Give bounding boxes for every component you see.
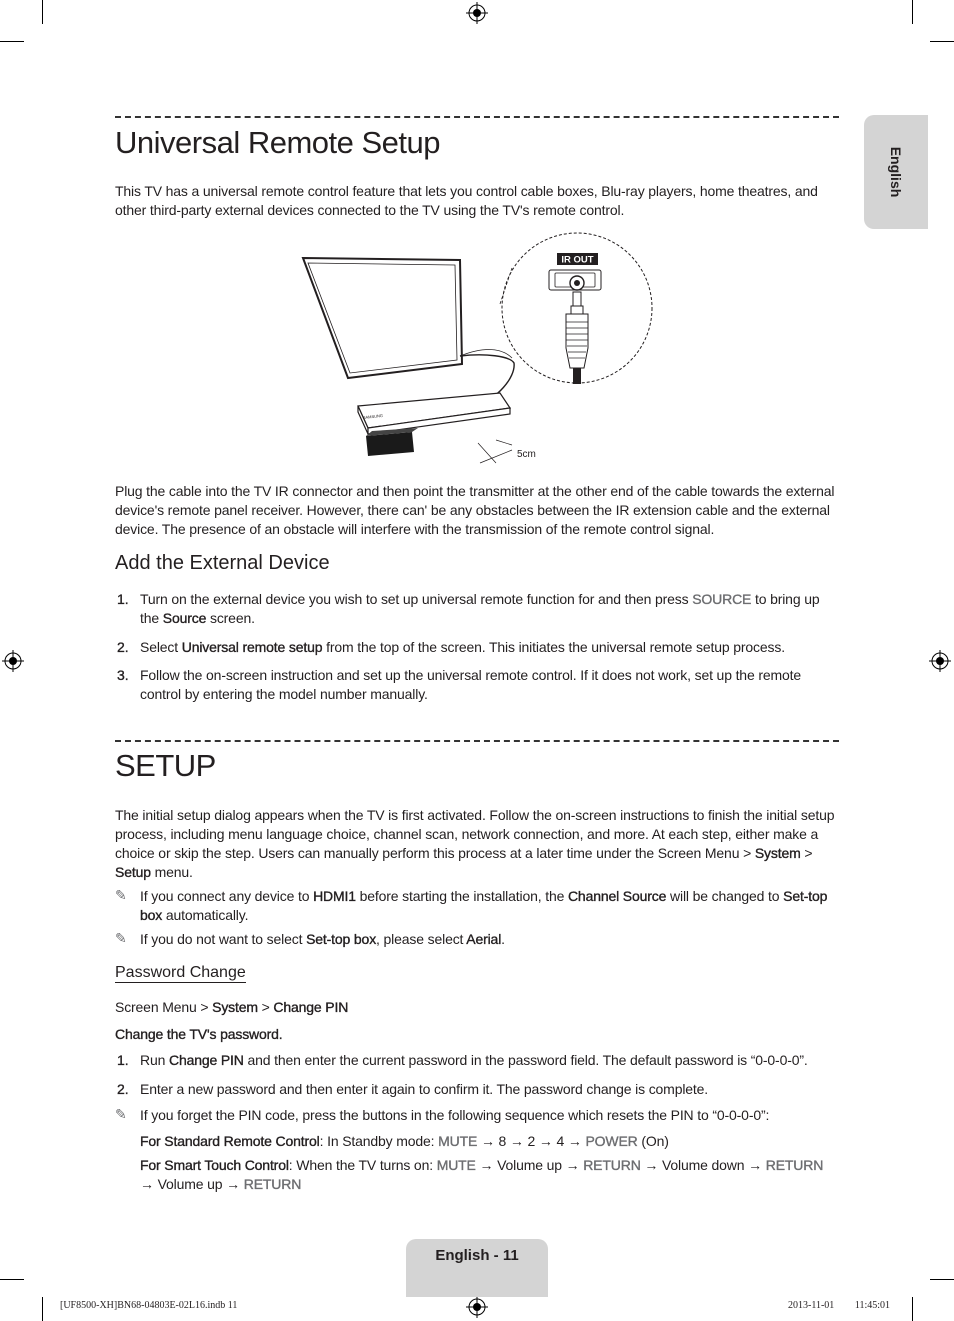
language-tab-label: English	[888, 146, 904, 198]
menu-path: Screen Menu > System > Change PIN	[115, 999, 349, 1015]
language-side-tab	[864, 115, 928, 229]
crop-mark	[912, 0, 913, 24]
page-number: English - 11	[435, 1247, 519, 1264]
registration-mark-icon	[466, 2, 488, 24]
password-change-heading: Password Change	[115, 964, 246, 981]
device-logo-label: SAMSUNG	[362, 412, 384, 420]
subheading-add-external-device: Add the External Device	[115, 552, 330, 574]
crop-mark	[930, 41, 954, 42]
step-2-text: Select Universal remote setup from the top of the screen. This initiates the universal remote setup process.	[140, 639, 785, 655]
step-number: 1.	[117, 591, 129, 607]
section-divider	[115, 740, 839, 742]
smart-touch-sequence: For Smart Touch Control: When the TV turns on: MUTE → Volume up → RETURN → Volume down → RETURN → Volume up → RETURN	[140, 1157, 824, 1192]
note-set-top-box: If you do not want to select Set-top box, please select Aerial.	[140, 931, 505, 947]
note-hdmi1: If you connect any device to HDMI1 before starting the installation, the Channel Source will be changed to Set-top box automatically.	[140, 888, 828, 923]
crop-mark	[42, 1297, 43, 1321]
step-number: 2.	[117, 1081, 129, 1097]
crop-mark	[0, 41, 24, 42]
intro-paragraph: This TV has a universal remote control feature that lets you control cable boxes, Blu-ray players, home theatres, and other third-party external devices connected to the TV using the TV's remote control.	[115, 183, 818, 218]
pw-step-2-text: Enter a new password and then enter it again to confirm it. The password change is complete.	[140, 1081, 709, 1097]
section-title-setup: SETUP	[115, 748, 216, 783]
step-1-text: Turn on the external device you wish to set up universal remote function for and then press SOURCE to bring up the Source screen.	[140, 591, 820, 626]
note-pencil-icon: ✎	[115, 887, 127, 903]
password-lead: Change the TV's password.	[115, 1026, 283, 1042]
standard-remote-sequence: For Standard Remote Control: In Standby mode: MUTE → 8 → 2 → 4 → POWER (On)	[140, 1133, 669, 1149]
crop-mark	[930, 1279, 954, 1280]
page-number-tab	[406, 1239, 548, 1297]
section-divider	[115, 116, 839, 118]
note-pencil-icon: ✎	[115, 1106, 127, 1122]
crop-mark	[912, 1297, 913, 1321]
step-number: 1.	[117, 1052, 129, 1068]
pw-step-1-text: Run Change PIN and then enter the current password in the password field. The default password is “0-0-0-0”.	[140, 1052, 808, 1068]
ir-setup-illustration	[300, 228, 660, 468]
note-pencil-icon: ✎	[115, 930, 127, 946]
registration-mark-icon	[929, 650, 951, 672]
registration-mark-icon	[2, 650, 24, 672]
setup-intro-paragraph: The initial setup dialog appears when the TV is first activated. Follow the on-screen instructions to finish the initial setup process, including menu language choice, channel scan, network connection, and more. At each step, either make a choice or skip the step. Users can manually perform this process at a later time under the Screen Menu > System > Setup menu.	[115, 807, 835, 880]
step-number: 3.	[117, 667, 129, 683]
body-paragraph: Plug the cable into the TV IR connector and then point the transmitter at the other end of the cable towards the external device's remote panel receiver. However, there can' be any obstacles between the IR extension cable and the external device. The presence of an obstacle will interfere with the transmission of the remote control signal.	[115, 483, 835, 537]
distance-label: 5cm	[517, 449, 536, 460]
section-title-universal-remote: Universal Remote Setup	[115, 125, 440, 160]
crop-mark	[42, 0, 43, 24]
step-3-text: Follow the on-screen instruction and set up the universal remote control. If it does not work, set up the remote control by entering the model number manually.	[140, 667, 801, 702]
note-forgot-pin: If you forget the PIN code, press the buttons in the following sequence which resets the PIN to “0-0-0-0”:	[140, 1107, 770, 1123]
crop-mark	[0, 1279, 24, 1280]
file-slug: [UF8500-XH]BN68-04803E-02L16.indb 11	[60, 1300, 238, 1311]
ir-out-label: IR OUT	[561, 254, 594, 266]
registration-mark-icon	[466, 1296, 488, 1318]
step-number: 2.	[117, 639, 129, 655]
timestamp-slug: 2013-11-01 ￿￿ 11:45:01	[788, 1300, 891, 1311]
